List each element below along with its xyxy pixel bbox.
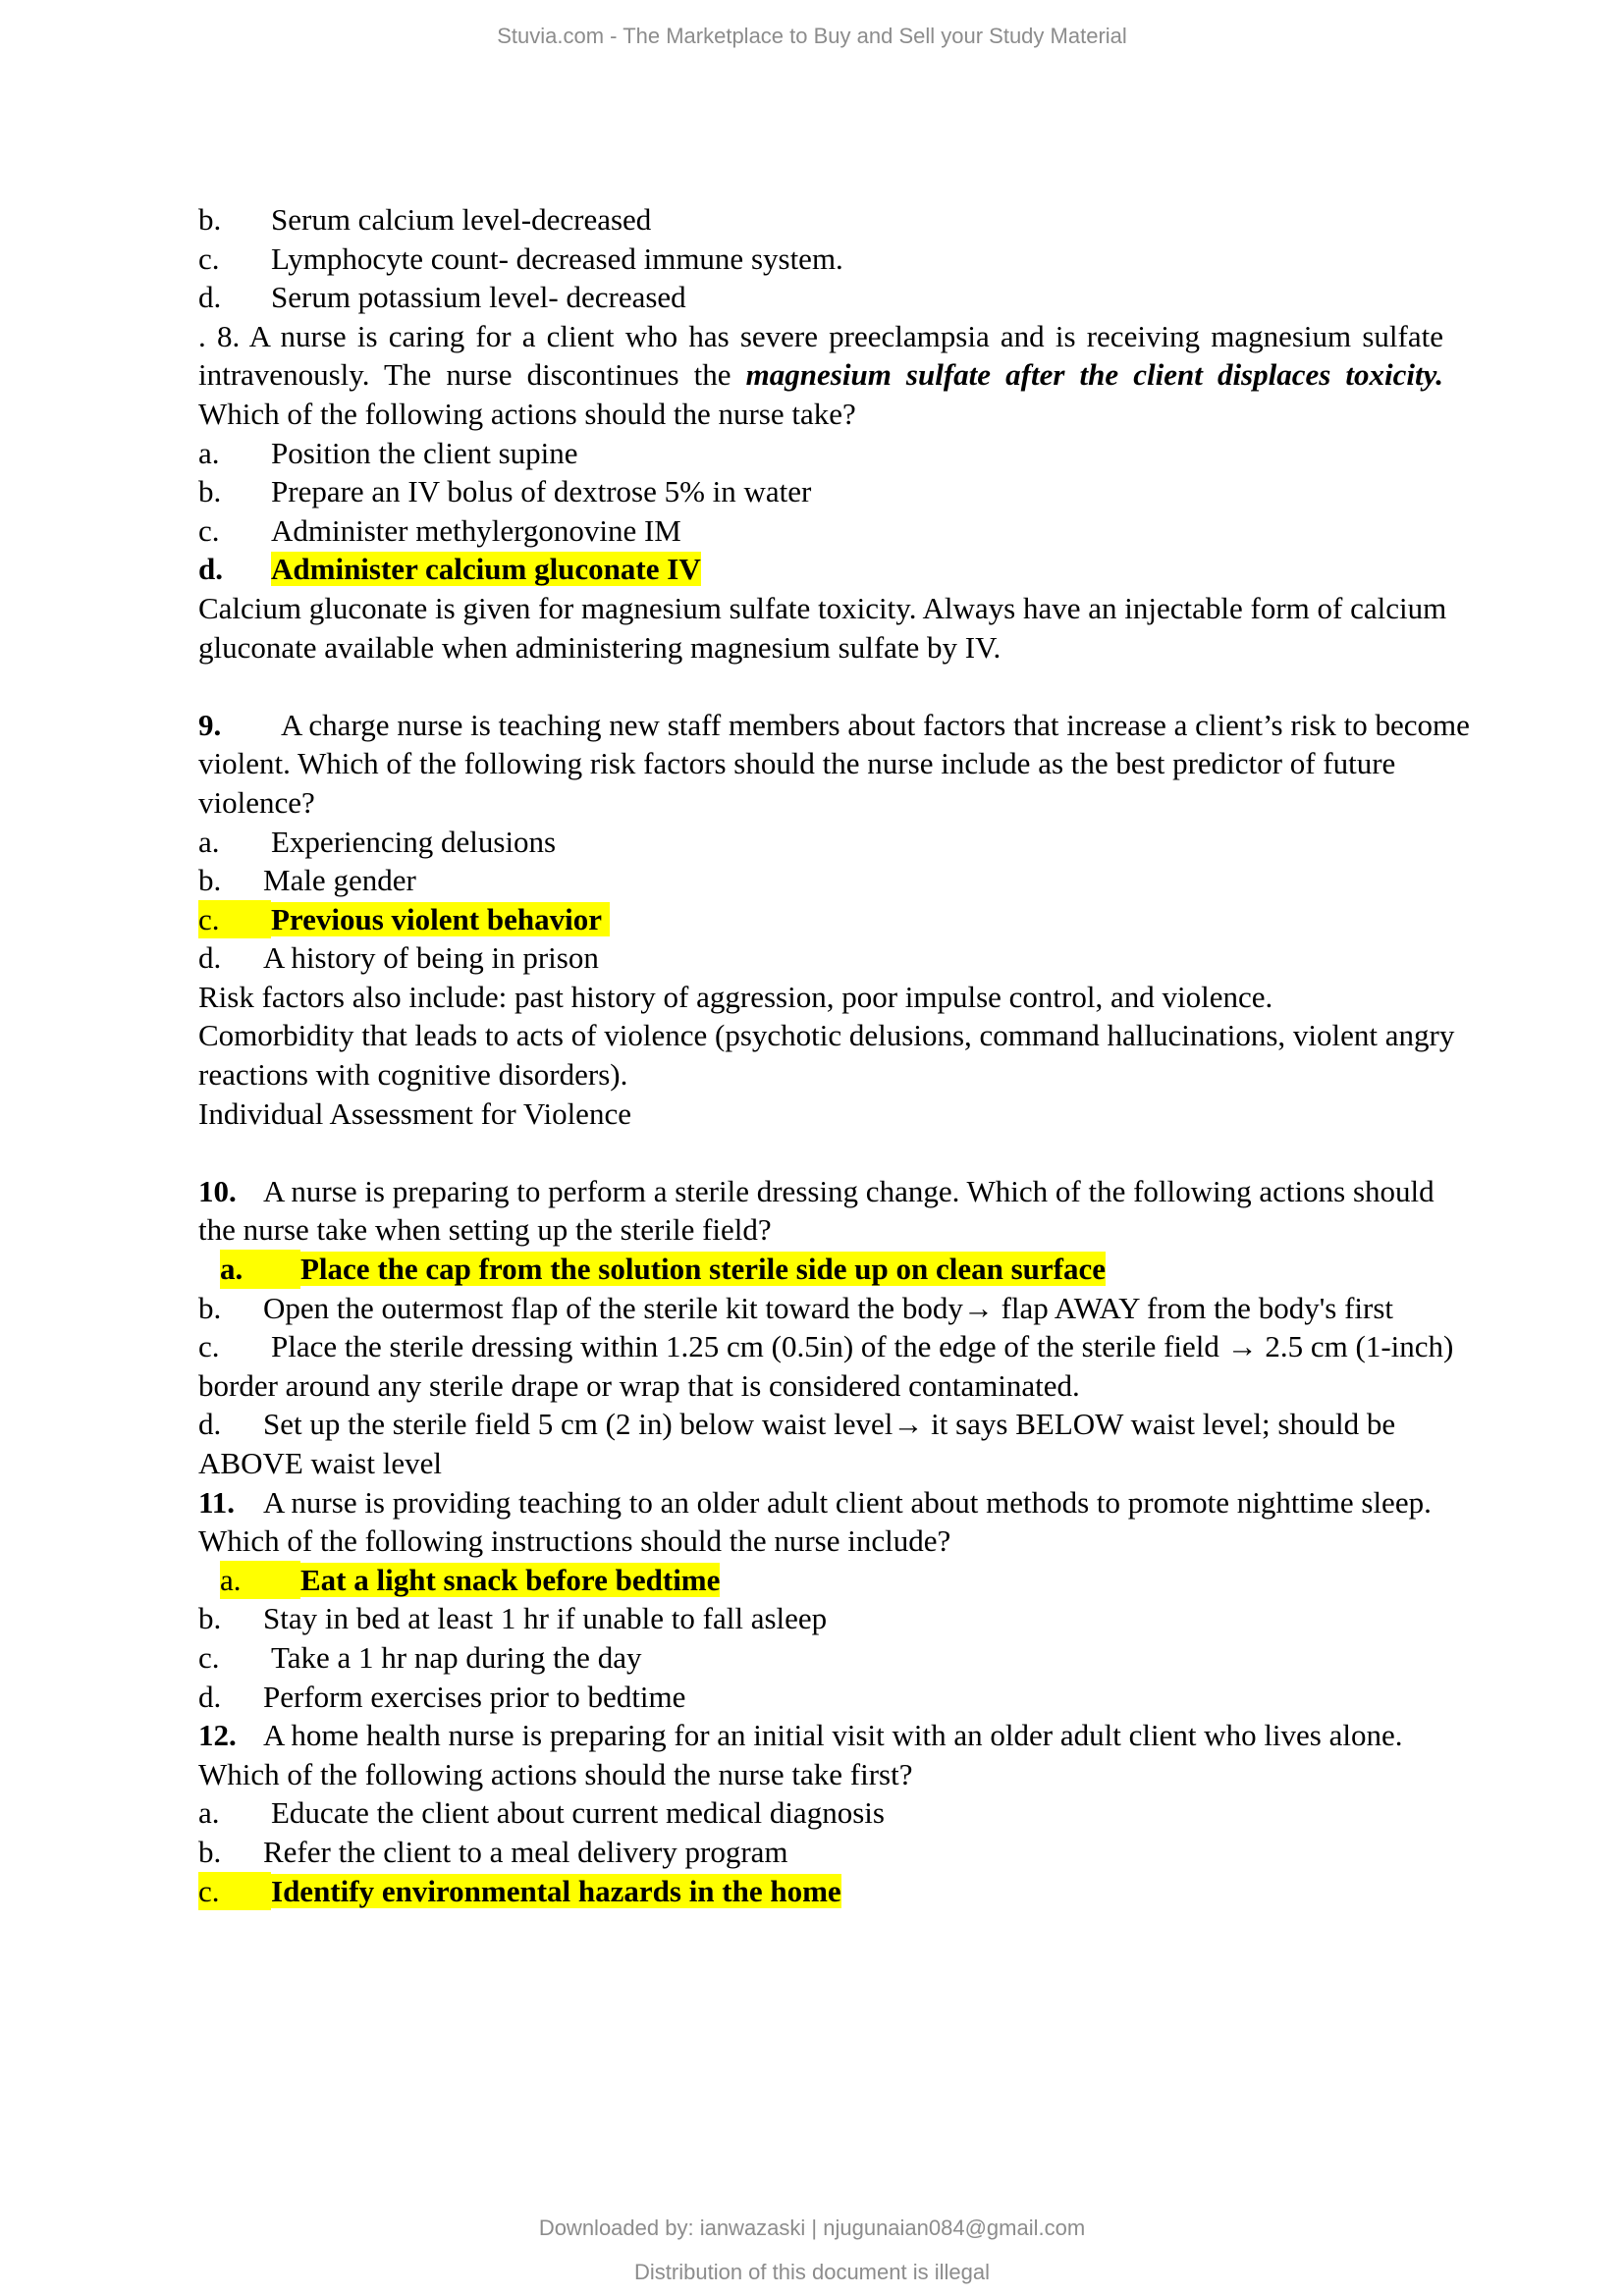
watermark-downloaded-by: Downloaded by: ianwazaski | njugunaian084@gmail.com	[538, 2216, 1086, 2240]
rationale-q9-line1: Risk factors also include: past history of aggression, poor impulse control, and violence.	[198, 979, 1273, 1014]
question-11-stem: 11. A nurse is providing teaching to an older adult client about methods to promote nighttime sleep. Which of the following instructions should the nurse include?	[198, 1484, 1432, 1559]
answer-q11-a: a. Eat a light snack before bedtime	[198, 1561, 1475, 1600]
option-q10-b: b. Open the outermost flap of the sterile kit toward the body→ flap AWAY from the body's first	[198, 1290, 1394, 1325]
option-q12-b: b. Refer the client to a meal delivery program	[198, 1834, 788, 1869]
question-9-stem: 9. A charge nurse is teaching new staff members about factors that increase a client’s risk to become violent. Which of the following risk factors should the nurse include as the best predictor of future violence?	[198, 707, 1470, 820]
option-q8-c: c. Administer methylergonovine IM	[198, 512, 681, 548]
option-q11-b: b. Stay in bed at least 1 hr if unable to fall asleep	[198, 1601, 828, 1636]
answer-q10-a: a. Place the cap from the solution sterile side up on clean surface	[198, 1250, 1475, 1289]
answer-q12-c: c. Identify environmental hazards in the home	[198, 1872, 1475, 1911]
rationale-q8: Calcium gluconate is given for magnesium sulfate toxicity. Always have an injectable form of calcium gluconate available when administering magnesium sulfate by IV.	[198, 590, 1447, 665]
option-q7-d: d. Serum potassium level- decreased	[198, 280, 686, 315]
option-q11-c: c. Take a 1 hr nap during the day	[198, 1639, 642, 1675]
option-q10-c: c. Place the sterile dressing within 1.25 cm (0.5in) of the edge of the sterile field → 2.5 cm (1-inch) border around any sterile drape or wrap that is considered contaminated.	[198, 1329, 1454, 1403]
option-q9-d: d. A history of being in prison	[198, 940, 599, 976]
answer-q9-c: c. Previous violent behavior	[198, 900, 1475, 939]
option-q10-d: d. Set up the sterile field 5 cm (2 in) below waist level→ it says BELOW waist level; should be ABOVE waist level	[198, 1407, 1396, 1480]
option-q11-d: d. Perform exercises prior to bedtime	[198, 1679, 686, 1714]
option-q12-a: a. Educate the client about current medical diagnosis	[198, 1795, 885, 1831]
option-q7-c: c. Lymphocyte count- decreased immune system.	[198, 240, 843, 276]
document-body	[198, 200, 1475, 1910]
option-q9-b: b. Male gender	[198, 863, 416, 898]
watermark-distribution-notice: Distribution of this document is illegal	[634, 2260, 990, 2284]
question-10-stem: 10. A nurse is preparing to perform a sterile dressing change. Which of the following actions should the nurse take when setting up the sterile field?	[198, 1173, 1435, 1248]
question-8-stem: . 8. A nurse is caring for a client who has severe preeclampsia and is receiving magnesium sulfate intravenously. The nurse discontinues the magnesium sulfate after the client displaces toxicity. Which of the following actions should the nurse take?	[198, 318, 1443, 431]
option-q8-b: b. Prepare an IV bolus of dextrose 5% in water	[198, 474, 812, 509]
rationale-q9-line3: Individual Assessment for Violence	[198, 1095, 631, 1131]
answer-q8-d: d. Administer calcium gluconate IV	[198, 552, 701, 587]
rationale-q9-line2: Comorbidity that leads to acts of violence (psychotic delusions, command hallucinations, violent angry reactions with cognitive disorders).	[198, 1018, 1455, 1093]
question-12-stem: 12. A home health nurse is preparing for an initial visit with an older adult client who lives alone. Which of the following actions should the nurse take first?	[198, 1718, 1403, 1791]
watermark-header: Stuvia.com - The Marketplace to Buy and Sell your Study Material	[497, 24, 1127, 48]
option-q8-a: a. Position the client supine	[198, 435, 578, 470]
option-q7-b: b. Serum calcium level-decreased	[198, 202, 652, 237]
option-q9-a: a. Experiencing delusions	[198, 824, 557, 859]
